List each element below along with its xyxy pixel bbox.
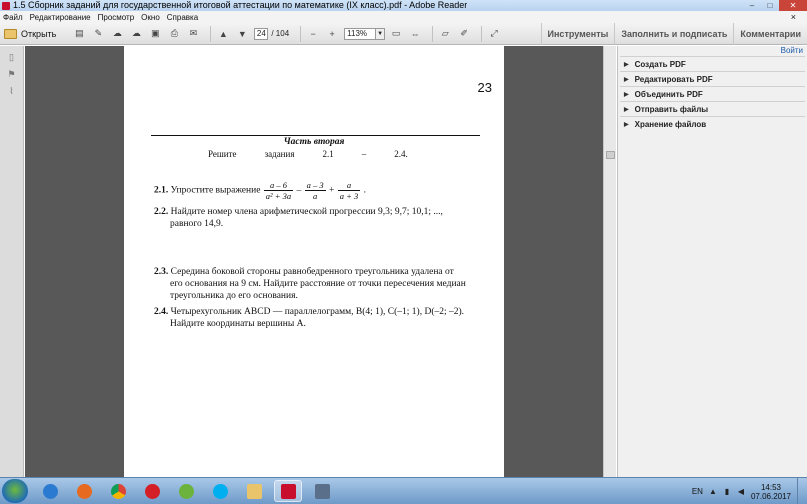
- taskbar-opera[interactable]: [138, 480, 166, 502]
- panel-combine-pdf[interactable]: [620, 86, 805, 101]
- header-rule: [151, 135, 480, 136]
- adobe-reader-icon: [281, 484, 296, 499]
- section-label: Хранение файлов: [634, 119, 707, 129]
- open-button[interactable]: [4, 29, 56, 39]
- menu-file[interactable]: Файл: [3, 12, 23, 22]
- window-controls: [743, 0, 807, 11]
- edit-pdf-icon[interactable]: ✎: [94, 28, 103, 38]
- toolbar-panels: [541, 23, 807, 45]
- section-label: Отправить файлы: [634, 104, 709, 114]
- zoom-input[interactable]: 113%: [344, 28, 376, 40]
- login-link[interactable]: Войти: [780, 46, 803, 55]
- operator: –: [296, 185, 302, 196]
- document-area[interactable]: [25, 46, 603, 477]
- toolbar-separator: [481, 26, 482, 42]
- close-document-button[interactable]: ×: [790, 12, 796, 22]
- upload-icon[interactable]: ☁: [112, 28, 122, 38]
- solve-word: 2.4.: [394, 149, 408, 159]
- task-text: треугольника до его основания.: [170, 291, 298, 301]
- skype-icon: [213, 484, 228, 499]
- network-icon[interactable]: ▮: [724, 486, 730, 496]
- task-text: Середина боковой стороны равнобедренного треугольника удалена от: [170, 267, 454, 277]
- taskbar-firefox[interactable]: [70, 480, 98, 502]
- solve-instruction: [208, 149, 436, 159]
- toolbar-separator: [432, 26, 433, 42]
- menu-bar: [0, 11, 807, 23]
- cloud-icon[interactable]: ☁: [131, 28, 141, 38]
- torrent-icon: [179, 484, 194, 499]
- prev-page-button[interactable]: ▲: [218, 28, 228, 39]
- task-2-2: [154, 206, 481, 230]
- show-hidden-icons-icon[interactable]: ▲: [708, 486, 717, 496]
- firefox-icon: [77, 484, 92, 499]
- task-2-4: [154, 306, 481, 330]
- part-title: Часть вторая: [283, 137, 345, 147]
- close-button[interactable]: ✕: [779, 0, 807, 11]
- numerator: a: [338, 180, 361, 191]
- toolbar: [0, 23, 807, 45]
- triangle-right-icon: ▶: [624, 121, 629, 128]
- task-number: 2.2.: [154, 207, 169, 217]
- task-text: равного 14,9.: [170, 219, 224, 229]
- folder-icon: [4, 29, 17, 39]
- start-button[interactable]: [2, 479, 28, 503]
- taskbar: [0, 477, 807, 504]
- task-text: Найдите координаты вершины A.: [170, 319, 306, 329]
- adobe-reader-icon: [2, 2, 10, 10]
- window-title: 1.5 Сборник заданий для государственной итоговой аттестации по математике (IX класс).pdf - Adobe Reader: [13, 0, 468, 10]
- section-label: Создать PDF: [634, 59, 686, 69]
- attachments-icon[interactable]: ⌇: [9, 86, 14, 96]
- taskbar-app[interactable]: [308, 480, 336, 502]
- task-number: 2.3.: [154, 267, 169, 277]
- menu-edit[interactable]: Редактирование: [29, 12, 91, 22]
- minimize-button[interactable]: –: [749, 1, 755, 10]
- page-total: / 104: [271, 29, 290, 38]
- task-text: Четырехугольник ABCD — параллелограмм, B(4; 1), C(–1; 1), D(–2; –2).: [170, 307, 465, 317]
- app-icon: [315, 484, 330, 499]
- solve-word: –: [361, 149, 367, 159]
- page-number: 23: [477, 80, 492, 95]
- maximize-button[interactable]: □: [767, 1, 773, 10]
- task-2-1: [154, 180, 481, 201]
- right-tools-panel: [617, 46, 807, 477]
- left-navigation-panel: [0, 46, 24, 477]
- opera-icon: [145, 484, 160, 499]
- create-pdf-icon[interactable]: ▤: [75, 28, 84, 38]
- save-icon[interactable]: ▣: [151, 28, 160, 38]
- expand-icon[interactable]: ⤢: [490, 28, 498, 38]
- panel-store-files[interactable]: [620, 116, 805, 131]
- section-label: Редактировать PDF: [634, 74, 713, 84]
- operator: +: [328, 185, 335, 196]
- page-number-input[interactable]: 24: [254, 28, 268, 40]
- internet-explorer-icon: [43, 484, 58, 499]
- pages-icon[interactable]: ▯: [9, 52, 14, 62]
- taskbar-skype[interactable]: [206, 480, 234, 502]
- denominator: a: [312, 191, 318, 201]
- task-number: 2.4.: [154, 307, 169, 317]
- task-2-3: [154, 266, 481, 302]
- open-label: Открыть: [21, 28, 57, 39]
- language-indicator[interactable]: EN: [691, 487, 703, 496]
- scrollbar-thumb[interactable]: [606, 151, 615, 159]
- clock-date: 07.06.2017: [750, 491, 791, 501]
- clock[interactable]: [751, 483, 791, 501]
- solve-word: 2.1: [322, 149, 334, 159]
- comments-tab[interactable]: Комментарии: [733, 23, 807, 45]
- fill-sign-tab[interactable]: Заполнить и подписать: [614, 23, 733, 45]
- task-number: 2.1.: [154, 185, 169, 196]
- show-desktop-button[interactable]: [797, 478, 807, 504]
- comment-icon[interactable]: ▱: [441, 28, 449, 38]
- denominator: a + 3: [339, 191, 359, 201]
- taskbar-explorer[interactable]: [240, 480, 268, 502]
- section-label: Объединить PDF: [634, 89, 703, 99]
- highlight-icon[interactable]: ✐: [460, 28, 468, 38]
- bookmarks-icon[interactable]: ⚑: [7, 69, 16, 79]
- title-bar: [0, 0, 807, 11]
- clock-time: 14:53: [760, 482, 781, 492]
- solve-word: Решите: [208, 149, 237, 159]
- menu-help[interactable]: Справка: [166, 12, 199, 22]
- taskbar-chrome[interactable]: [104, 480, 132, 502]
- toolbar-separator: [300, 26, 301, 42]
- task-text: Найдите номер члена арифметической прогрессии 9,3; 9,7; 10,1; ...,: [170, 207, 443, 217]
- fraction: [338, 180, 361, 201]
- taskbar-adobe-reader[interactable]: [274, 480, 302, 502]
- taskbar-ie[interactable]: [36, 480, 64, 502]
- current-page: [124, 118, 504, 477]
- toolbar-separator: [210, 26, 211, 42]
- task-text: Упростите выражение: [170, 185, 261, 196]
- print-icon[interactable]: ⎙: [170, 28, 178, 38]
- menu-window[interactable]: Окно: [141, 12, 160, 22]
- next-page-button[interactable]: ▼: [237, 28, 247, 39]
- triangle-right-icon: ▶: [624, 106, 629, 113]
- system-tray: [692, 478, 807, 504]
- denominator: a² + 3a: [265, 191, 292, 201]
- email-icon[interactable]: ✉: [189, 28, 198, 38]
- triangle-right-icon: ▶: [624, 61, 629, 68]
- folder-icon: [247, 484, 262, 499]
- zoom-in-button[interactable]: +: [329, 28, 335, 39]
- triangle-right-icon: ▶: [624, 76, 629, 83]
- vertical-scrollbar[interactable]: [603, 46, 616, 477]
- fit-page-icon[interactable]: ▭: [391, 28, 401, 38]
- numerator: a – 3: [306, 180, 324, 190]
- menu-view[interactable]: Просмотр: [97, 12, 135, 22]
- panel-create-pdf[interactable]: [620, 56, 805, 71]
- chrome-icon: [111, 484, 126, 499]
- punctuation: .: [363, 185, 366, 196]
- taskbar-torrent[interactable]: [172, 480, 200, 502]
- tools-tab[interactable]: Инструменты: [541, 23, 615, 45]
- panel-send-files[interactable]: [620, 101, 805, 116]
- solve-word: задания: [264, 149, 295, 159]
- fraction: [264, 180, 293, 201]
- fraction: [305, 180, 326, 201]
- volume-icon[interactable]: ◀: [737, 486, 745, 496]
- numerator: a – 6: [264, 180, 293, 191]
- panel-edit-pdf[interactable]: [620, 71, 805, 86]
- zoom-out-button[interactable]: −: [310, 28, 316, 39]
- task-text: его основания на 9 см. Найдите расстояние от точки пересечения медиан: [170, 279, 466, 289]
- triangle-right-icon: ▶: [624, 91, 629, 98]
- fit-width-icon[interactable]: ⇔: [410, 28, 420, 39]
- zoom-dropdown-button[interactable]: ▼: [376, 28, 385, 40]
